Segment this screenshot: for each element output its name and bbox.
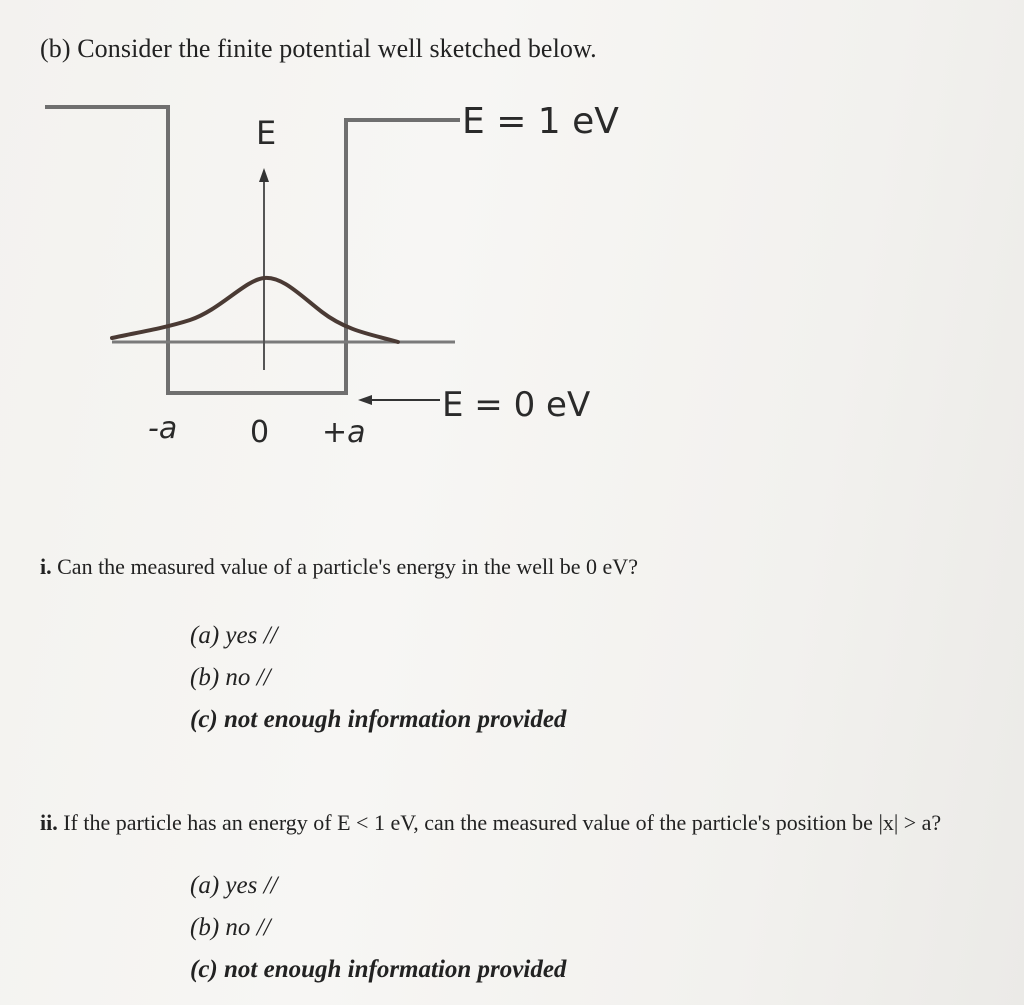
potential-well-diagram	[30, 80, 630, 460]
part-heading: (b) Consider the finite potential well sketched below.	[40, 34, 597, 63]
question-i-option-b: (b) no //	[190, 664, 271, 691]
x-label-minus-a: -a	[148, 411, 178, 446]
question-i	[40, 553, 980, 581]
question-i-option-a: (a) yes //	[190, 622, 278, 649]
energy-axis-arrowhead	[259, 168, 269, 182]
top-energy-label: E = 1 eV	[462, 101, 619, 142]
question-i-text: Can the measured value of a particle's energy in the well be 0 eV?	[51, 554, 638, 579]
bottom-pointer-arrowhead	[358, 395, 372, 405]
bottom-energy-label: E = 0 eV	[442, 385, 591, 425]
question-i-options	[190, 615, 566, 741]
wavefunction-curve	[112, 278, 398, 342]
question-ii-option-b: (b) no //	[190, 914, 271, 941]
question-ii-options	[190, 865, 566, 991]
question-ii-number: ii.	[40, 810, 58, 835]
question-ii-option-c: (c) not enough information provided	[190, 956, 567, 983]
question-i-option-c: (c) not enough information provided	[190, 706, 567, 733]
question-ii	[40, 809, 980, 837]
question-ii-option-a: (a) yes //	[190, 872, 278, 899]
x-label-plus-a: +a	[322, 415, 366, 450]
question-ii-text: If the particle has an energy of E < 1 eV, can the measured value of the particle's position be |x| > a?	[57, 810, 942, 835]
potential-well-outline	[45, 107, 460, 393]
energy-axis-label: E	[256, 114, 277, 152]
question-i-number: i.	[40, 554, 52, 579]
x-label-zero: 0	[250, 415, 270, 450]
